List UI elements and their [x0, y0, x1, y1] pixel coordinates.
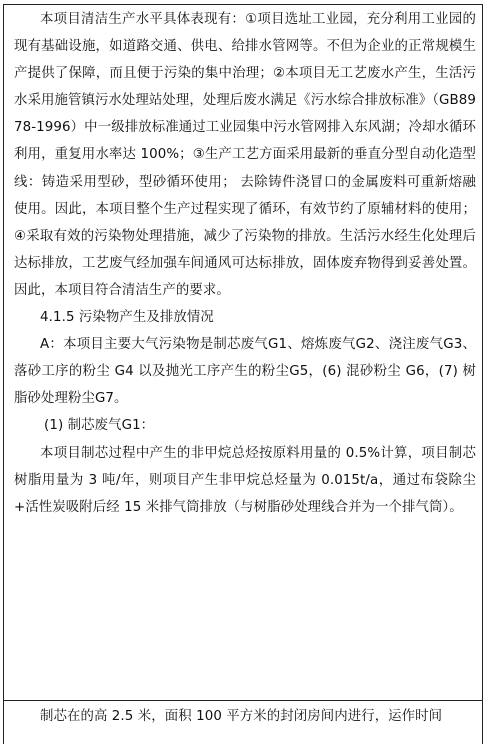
- paragraph-cleaner-production: 本项目清洁生产水平具体表现有：①项目选址工业园，充分利用工业园的现有基础设施，如道路交通、供电、给排水管网等。不但为企业的正常规模生产提供了保障，而且便于污染的集中治理；②本项目无工艺废水产生，生活污水采用施管镇污水处理站处理，处理后废水满足《污水综合排放标准》（GB8978-1996）中一级排放标准通过工业园集中污水管网排入东风湖；冷却水循环利用，重复用水率达 100%；③生产工艺方面采用最新的垂直分型自动化造型线：铸造采用型砂，型砂循环使用； 去除铸件浇冒口的金属废料可重新熔融使用。因此，本项目整个生产过程实现了循环，有效节约了原辅材料的使用；④采取有效的污染物处理措施，减少了污染物的排放。生活污水经生化处理后达标排放，工艺废气经加强车间通风可达标排放，固体废弃物得到妥善处置。 因此，本项目符合清洁生产的要求。: [14, 12, 476, 298]
- paragraph-air-pollutants: A：本项目主要大气污染物是制芯废气G1、熔炼废气G2、浇注废气G3、落砂工序的粉尘 G4 以及抛光工序产生的粉尘G5，(6) 混砂粉尘 G6，(7) 树脂砂处理粉尘G7。: [14, 337, 476, 407]
- paragraph-g1: 本项目制芯过程中产生的非甲烷总烃按原料用量的 0.5%计算，项目制芯树脂用量为 3 吨/年，则项目产生非甲烷总烃量为 0.015t/a，通过布袋除尘+活性炭吸附后经 15 米排气筒排放（与树脂砂处理线合并为一个排气筒）。: [14, 445, 476, 515]
- document-body: [14, 6, 476, 521]
- paragraph-core-room: 制芯在的高 2.5 米，面积 100 平方米的封闭房间内进行，运作时间: [40, 709, 443, 724]
- subheading-g1: (1) 制芯废气G1：: [44, 418, 155, 434]
- document-body-continued: [14, 703, 476, 738]
- section-divider: [3, 700, 483, 701]
- section-heading: 4.1.5 污染物产生及排放情况: [40, 310, 214, 326]
